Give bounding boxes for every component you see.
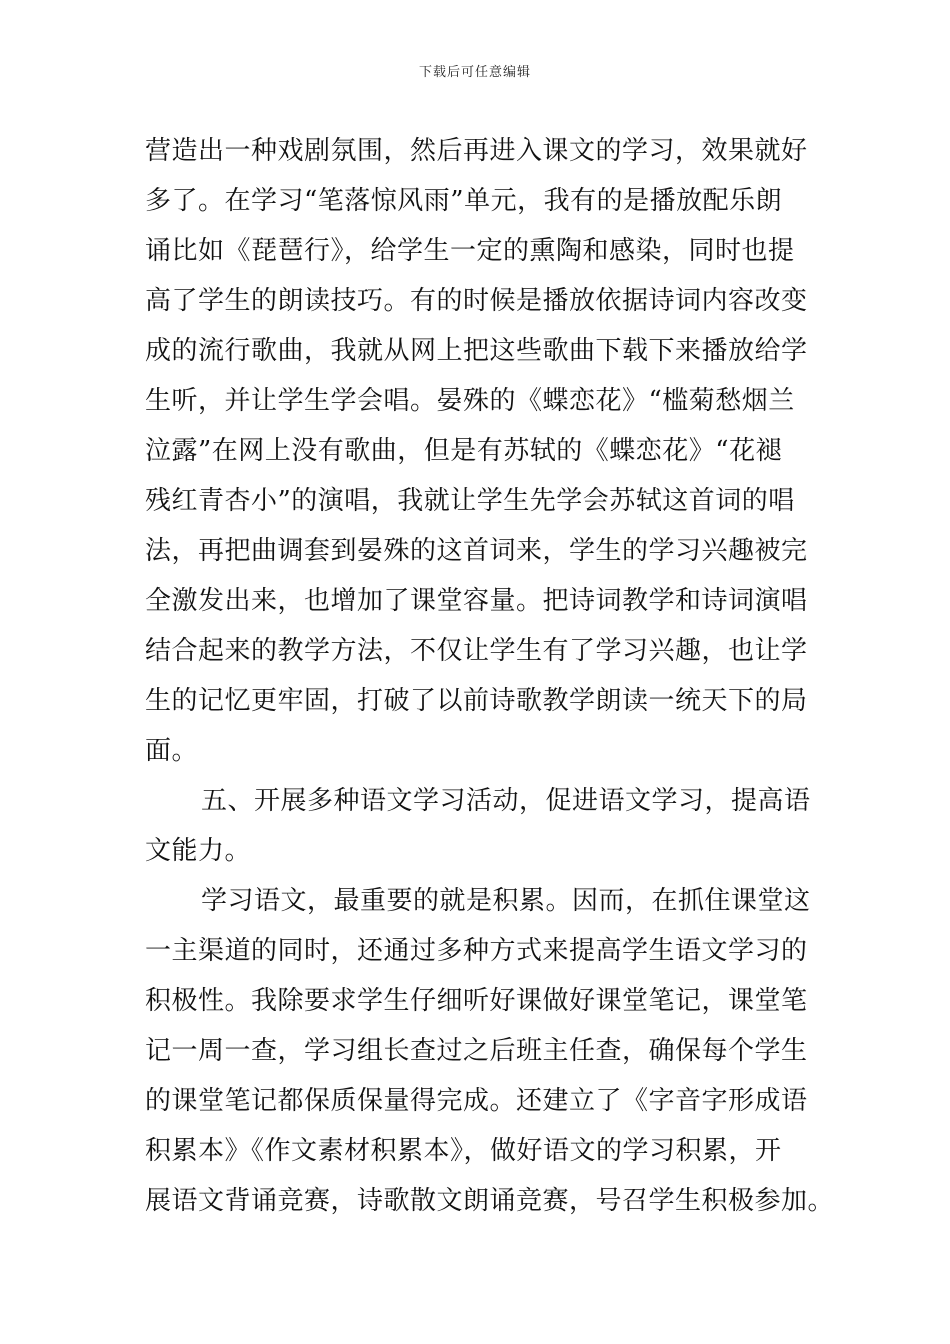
text-line: 法，再把曲调套到晏殊的这首词来，学生的学习兴趣被完 [145,536,808,566]
page-header: 下载后可任意编辑 [418,65,531,80]
text-line: 积累本》《作文素材积累本》，做好语文的学习积累，开 [145,1136,782,1166]
paragraph-start-line: 学习语文，最重要的就是积累。因而，在抓住课堂这 [201,886,811,916]
text-line: 面。 [145,736,199,766]
text-line: 全激发出来，也增加了课堂容量。把诗词教学和诗词演唱 [145,586,808,616]
text-line: 生听，并让学生学会唱。晏殊的《蝶恋花》“槛菊愁烟兰 [145,386,795,416]
text-line: 一主渠道的同时，还通过多种方式来提高学生语文学习的 [145,936,808,966]
text-line: 成的流行歌曲，我就从网上把这些歌曲下载下来播放给学 [145,336,808,366]
text-line: 生的记忆更牢固，打破了以前诗歌教学朗读一统天下的局 [145,686,808,716]
text-line: 结合起来的教学方法，不仅让学生有了学习兴趣，也让学 [145,636,808,666]
text-line: 诵比如《琵琶行》，给学生一定的熏陶和感染，同时也提 [145,236,795,266]
text-line: 残红青杏小”的演唱，我就让学生先学会苏轼这首词的唱 [145,486,795,516]
section-heading-line: 文能力。 [145,836,252,866]
text-line: 的课堂笔记都保质保量得完成。还建立了《字音字形成语 [145,1086,808,1116]
text-line: 泣露”在网上没有歌曲，但是有苏轼的《蝶恋花》“花褪 [145,436,783,466]
text-line: 展语文背诵竞赛，诗歌散文朗诵竞赛，号召学生积极参加。 [145,1186,835,1216]
text-line: 积极性。我除要求学生仔细听好课做好课堂笔记，课堂笔 [145,986,808,1016]
document-body [145,126,835,1226]
text-line: 营造出一种戏剧氛围，然后再进入课文的学习，效果就好 [145,136,808,166]
section-heading-line: 五、开展多种语文学习活动，促进语文学习，提高语 [201,786,811,816]
text-line: 多了。在学习“笔落惊风雨”单元，我有的是播放配乐朗 [145,186,783,216]
text-line: 记一周一查，学习组长查过之后班主任查，确保每个学生 [145,1036,808,1066]
text-line: 高了学生的朗读技巧。有的时候是播放依据诗词内容改变 [145,286,808,316]
